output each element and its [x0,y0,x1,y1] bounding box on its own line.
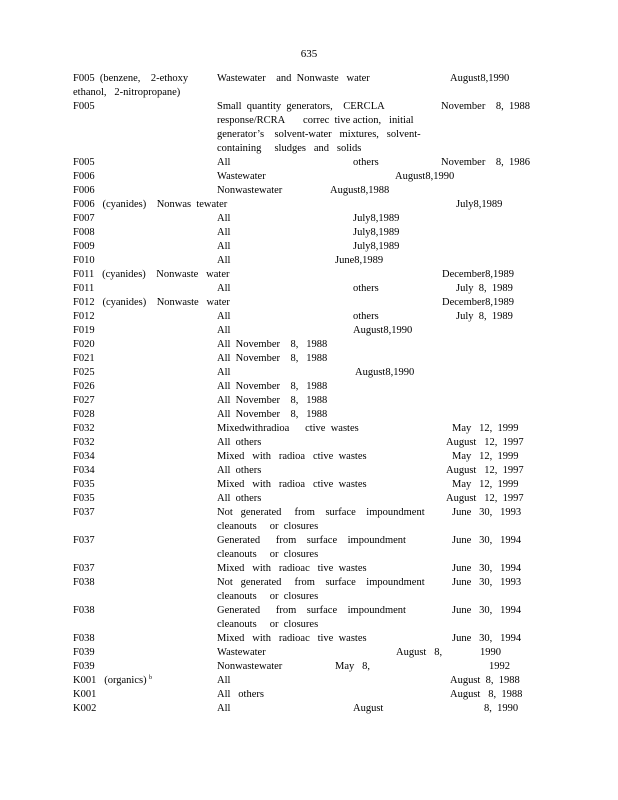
table-row [0,142,618,156]
waste-code: F006 (cyanides) Nonwas tewater [73,199,228,210]
waste-description: cleanouts or closures [217,549,319,560]
effective-date: May 12, 1999 [452,451,519,462]
table-row [0,282,618,296]
table-row [0,380,618,394]
footnote-marker: b [149,675,152,681]
effective-date-part: November 8, 1986 [441,157,530,168]
table-row [0,534,618,548]
waste-code: F019 [73,325,95,336]
waste-code: F006 [73,171,95,182]
waste-code: F012 [73,311,95,322]
table-row [0,548,618,562]
effective-date-part: 8, 1990 [484,703,519,714]
waste-description: Not generated from surface impoundment [217,507,425,518]
waste-description: Mixed with radioa ctive wastes [217,451,367,462]
effective-date: August 8, 1988 [450,675,520,686]
waste-description: generator’s solvent-water mixtures, solvent- [217,129,421,140]
effective-date: others [353,157,379,168]
effective-date: July8,1989 [456,199,503,210]
waste-description: Generated from surface impoundment [217,535,406,546]
effective-date: June 30, 1994 [452,563,522,574]
waste-description: All [217,703,231,714]
waste-code: F009 [73,241,95,252]
table-row [0,366,618,380]
waste-code: F011 [73,283,95,294]
table-row [0,422,618,436]
effective-date: June 30, 1993 [452,577,522,588]
table-row [0,646,618,660]
effective-date: August 12, 1997 [446,465,524,476]
waste-description: All [217,213,231,224]
waste-description: All [217,325,231,336]
effective-date: August 12, 1997 [446,437,524,448]
waste-code: F011 (cyanides) Nonwaste water [73,269,230,280]
waste-description: containing sludges and solids [217,143,362,154]
table-row [0,688,618,702]
effective-date: June 30, 1994 [452,535,522,546]
waste-description: All [217,283,231,294]
waste-description: Mixed with radioac tive wastes [217,633,367,644]
waste-code: ethanol, 2-nitropropane) [73,87,181,98]
waste-code: F039 [73,661,95,672]
waste-code: F021 [73,353,95,364]
table-row [0,198,618,212]
effective-date: August 8, [396,647,443,658]
waste-code: F034 [73,465,95,476]
table-row [0,604,618,618]
effective-date: others [353,311,379,322]
waste-description: cleanouts or closures [217,619,319,630]
table-row [0,478,618,492]
table-row [0,184,618,198]
waste-code: F038 [73,633,95,644]
waste-code: F037 [73,563,95,574]
table-row [0,506,618,520]
table-row [0,170,618,184]
waste-code: F012 (cyanides) Nonwaste water [73,297,230,308]
waste-code: F039 [73,647,95,658]
table-row [0,674,618,688]
waste-description: All November 8, 1988 [217,353,328,364]
table-row [0,240,618,254]
table-row [0,296,618,310]
waste-description: Wastewater [217,647,266,658]
waste-code: F006 [73,185,95,196]
waste-code: K002 [73,703,97,714]
effective-date: July8,1989 [353,241,400,252]
table-row [0,576,618,590]
effective-date-part: 1990 [480,647,501,658]
waste-code: F008 [73,227,95,238]
waste-description: Mixed with radioa ctive wastes [217,479,367,490]
waste-code: F038 [73,577,95,588]
table-row [0,338,618,352]
effective-date: August8,1990 [395,171,455,182]
waste-description: Nonwastewater [217,661,283,672]
effective-date: December8,1989 [442,297,515,308]
waste-code: F037 [73,507,95,518]
page-number: 635 [300,48,318,60]
waste-description: All others [217,689,264,700]
table-row [0,114,618,128]
effective-date: June 30, 1994 [452,605,522,616]
effective-date: May 12, 1999 [452,423,519,434]
table-row [0,212,618,226]
waste-description: Small quantity generators, CERCLA [217,101,385,112]
table-row [0,100,618,114]
waste-description: Wastewater [217,171,266,182]
effective-date: August8,1988 [330,185,390,196]
waste-code: F005 [73,157,95,168]
table-row [0,618,618,632]
waste-description: All November 8, 1988 [217,395,328,406]
effective-date: December8,1989 [442,269,515,280]
waste-code: F010 [73,255,95,266]
waste-description: Mixed with radioac tive wastes [217,563,367,574]
waste-description: All [217,367,231,378]
waste-code: F032 [73,423,95,434]
effective-date: May 8, [335,661,370,672]
table-row [0,268,618,282]
effective-date-part: 1992 [489,661,510,672]
effective-date-part: July 8, 1989 [456,283,513,294]
waste-description: cleanouts or closures [217,591,319,602]
table-row [0,128,618,142]
waste-description: Generated from surface impoundment [217,605,406,616]
table-row [0,450,618,464]
effective-date: July8,1989 [353,213,400,224]
table-row [0,352,618,366]
waste-description: Nonwastewater [217,185,283,196]
waste-description: All November 8, 1988 [217,409,328,420]
waste-description: All November 8, 1988 [217,381,328,392]
waste-code: F005 (benzene, 2-ethoxy [73,73,189,84]
table-row [0,632,618,646]
waste-code: F028 [73,409,95,420]
effective-date: others [353,283,379,294]
table-row [0,156,618,170]
table-row [0,86,618,100]
effective-date: August [353,703,384,714]
waste-description: Wastewater and Nonwaste water [217,73,370,84]
table-row [0,324,618,338]
waste-description: All [217,311,231,322]
waste-description: All [217,241,231,252]
waste-code: F037 [73,535,95,546]
waste-code: K001 (organics) [73,675,147,686]
effective-date: June8,1989 [335,255,384,266]
waste-description: All [217,675,231,686]
table-row [0,254,618,268]
waste-code: F038 [73,605,95,616]
effective-date: July8,1989 [353,227,400,238]
waste-code: F035 [73,493,95,504]
waste-description: All others [217,437,262,448]
waste-code: F005 [73,101,95,112]
waste-code: F034 [73,451,95,462]
waste-description: All [217,255,231,266]
effective-date-part: July 8, 1989 [456,311,513,322]
waste-description: Not generated from surface impoundment [217,577,425,588]
table-row [0,492,618,506]
waste-description: response/RCRA correc tive action, initial [217,115,414,126]
table-row [0,226,618,240]
table-row [0,72,618,86]
effective-date: August8,1990 [355,367,415,378]
effective-date: August8,1990 [353,325,413,336]
waste-code: F025 [73,367,95,378]
effective-date: June 30, 1994 [452,633,522,644]
waste-description: cleanouts or closures [217,521,319,532]
table-row [0,562,618,576]
table-row [0,702,618,716]
table-row [0,464,618,478]
waste-description: All [217,227,231,238]
waste-code: F035 [73,479,95,490]
waste-code: F026 [73,381,95,392]
waste-description: All [217,157,231,168]
waste-code: F007 [73,213,95,224]
waste-description: All November 8, 1988 [217,339,328,350]
waste-description: Mixedwithradioa ctive wastes [217,423,359,434]
effective-date: August8,1990 [450,73,510,84]
table-row [0,408,618,422]
waste-description: All others [217,465,262,476]
waste-code: F020 [73,339,95,350]
table-row [0,436,618,450]
effective-date: August 8, 1988 [450,689,523,700]
waste-description: All others [217,493,262,504]
effective-date: June 30, 1993 [452,507,522,518]
waste-code: F032 [73,437,95,448]
waste-code: K001 [73,689,97,700]
table-row [0,394,618,408]
effective-date: November 8, 1988 [441,101,530,112]
table-row [0,520,618,534]
effective-date: August 12, 1997 [446,493,524,504]
table-row [0,590,618,604]
table-row [0,310,618,324]
waste-code: F027 [73,395,95,406]
table-row [0,660,618,674]
effective-date: May 12, 1999 [452,479,519,490]
